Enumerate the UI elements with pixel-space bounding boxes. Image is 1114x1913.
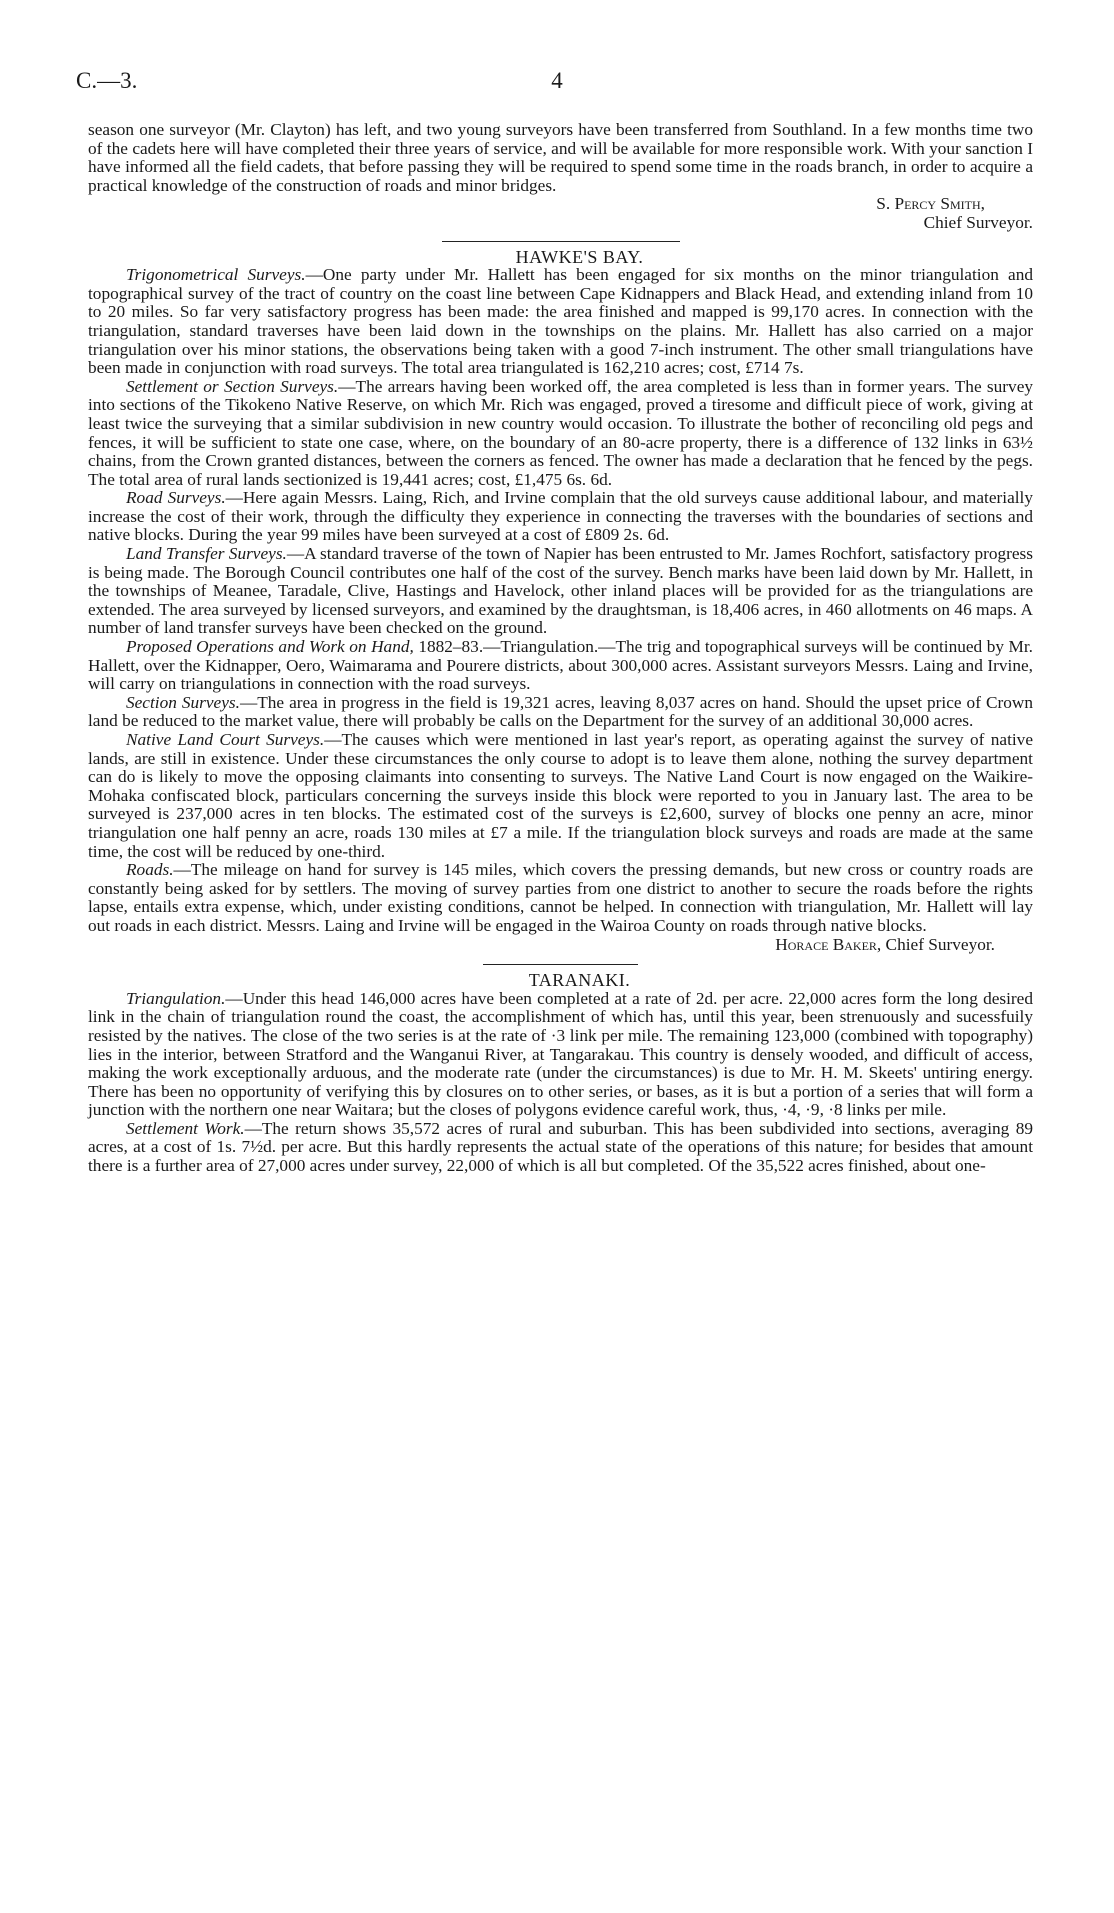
page-number: 4 bbox=[551, 68, 563, 93]
paragraph-lead: Land Transfer Surveys. bbox=[126, 544, 287, 564]
paragraph-land-transfer-surveys bbox=[88, 545, 1033, 638]
paragraph-settlement-surveys bbox=[88, 378, 1033, 490]
section-title-hawkes-bay: HAWKE'S BAY. bbox=[515, 246, 644, 267]
signature-name-text: S. Percy Smith, bbox=[876, 194, 985, 214]
paragraph-trigonometrical-surveys bbox=[88, 266, 1033, 378]
paragraph-lead: Road Surveys. bbox=[126, 488, 226, 508]
paragraph-text: —The arrears having been worked off, the area completed is less than in former years. The survey into sections of the Tikokeno Native Reserve, on which Mr. Rich was engaged, proved a tiresome and difficult piece of work, giving at least twice the surveying that a similar subdivision in new country would occasion. To illustrate the bother of reconciling old pegs and fences, it will be sufficient to state one case, where, on the boundary of an 80-acre property, there is a difference of 132 links in 63½ chains, from the Crown granted distances, between the corners as fenced. The owner has made a declaration that he fenced by the pegs. The total area of rural lands sectionized is 19,441 acres; cost, £1,475 6s. 6d. bbox=[88, 376, 1034, 489]
intro-paragraph: season one surveyor (Mr. Clayton) has left, and two young surveyors have been transferred from Southland. In a few months time two of the cadets here will have completed their three years of service, and will be available for more responsible work. With your sanction I have informed all the field cadets, that before passing they will be required to spend some time in the roads branch, in order to acquire a practical knowledge of the construction of roads and minor bridges. bbox=[88, 120, 1033, 195]
paragraph-lead: Settlement Work. bbox=[126, 1118, 245, 1138]
paragraph-native-land-court bbox=[88, 731, 1033, 861]
paragraph-lead: Section Surveys. bbox=[126, 692, 240, 712]
paragraph-lead: Native Land Court Surveys. bbox=[126, 730, 325, 749]
section-divider bbox=[442, 241, 680, 242]
paragraph-lead: Triangulation. bbox=[126, 988, 226, 1008]
signature-name-text: Horace Baker, bbox=[775, 934, 882, 954]
paragraph-text: —The return shows 35,572 acres of rural and suburban. This has been subdivided into sections, averaging 89 acres, at a cost of 1s. 7½d. per acre. But this hardly represents the actual state of the operations of this nature; for besides that amount there is a further area of 27,000 acres under survey, 22,000 of which is all but completed. Of the 35,522 acres finished, about one- bbox=[88, 1118, 1033, 1176]
paragraph-lead: Roads. bbox=[126, 860, 174, 880]
paragraph-text: —Here again Messrs. Laing, Rich, and Irvine complain that the old surveys cause additional labour, and materially increase the cost of their work, through the difficulty they experience in connecting the traverses with the boundaries of sections and native blocks. During the year 99 miles have been surveyed at a cost of £809 2s. 6d. bbox=[88, 488, 1033, 545]
paragraph-lead: Trigonometrical Surveys. bbox=[126, 265, 306, 285]
paragraph-text: —The mileage on hand for survey is 145 miles, which covers the pressing demands, but new cross or country roads are constantly being asked for by settlers. The moving of survey parties from one district to another to secure the roads before the rights lapse, entails extra expense, which, under existing conditions, cannot be helped. In connection with triangulation, Mr. Hallett will lay out roads in each district. Messrs. Laing and Irvine will be engaged in the Wairoa County on roads through native blocks. bbox=[88, 860, 1033, 935]
paragraph-text: 1882–83.—Triangulation.—The trig and topographical surveys will be continued by Mr. Hallett, over the Kidnapper, Oero, Waimarama and Pourere districts, about 300,000 acres. Assistant surveyors Messrs. Laing and Irvine, will carry on triangulations in connection with the road surveys. bbox=[88, 637, 1033, 694]
paragraph-text: —The area in progress in the field is 19,321 acres, leaving 8,037 acres on hand. Should the upset price of Crown land be reduced to the market value, there will probably be calls on the Department for the survey of an additional 30,000 acres. bbox=[88, 692, 1033, 731]
signature-title: Chief Surveyor. bbox=[923, 212, 1033, 232]
paragraph-text: —One party under Mr. Hallett has been engaged for six months on the minor triangulation and topographical survey of the tract of country on the coast line between Cape Kidnappers and Black Head, and extending inland from 10 to 20 miles. So far very satisfactory progress has been made: the area finished and mapped is 99,170 acres. In connection with the triangulation, standard traverses have been laid down in the townships on the plains. Mr. Hallett has also carried on a major triangulation over his minor stations, the observations being taken with a good 7-inch instrument. The other small triangulations have been made in conjunction with road surveys. The total area triangulated is 162,210 acres; cost, £714 7s. bbox=[88, 265, 1033, 378]
document-reference: C.—3. bbox=[76, 68, 138, 93]
paragraph-text: —The causes which were mentioned in last year's report, as operating against the survey of native lands, are still in existence. Under these circumstances the only course to adopt is to leave them alone, nothing the survey department can do is likely to move the opposing claimants into consenting to surveys. The Native Land Court is now engaged on the Waikire-Mohaka confiscated block, particulars concerning the surveys inside this block were reported to you in January last. The area to be surveyed is 237,000 acres in ten blocks. The estimated cost of the surveys is £2,600, survey of blocks one penny an acre, minor triangulation one half penny an acre, roads 130 miles at £7 a mile. If the triangulation block surveys and roads are made at the same time, the cost will be reduced by one-third. bbox=[88, 730, 1033, 861]
paragraph-text: —Under this head 146,000 acres have been completed at a rate of 2d. per acre. 22,000 acres form the long desired link in the chain of triangulation round the coast, the accomplishment of which has, until this year, been strenuously and sucessfuily resisted by the natives. The close of the two series is at the rate of ·3 link per mile. The remaining 123,000 (combined with topography) lies in the interior, between Stratford and the Wanganui River, at Tangarakau. This country is densely wooded, and difficult of access, making the work exceptionally arduous, and the moderate rate (under the circumstances) is due to Mr. H. M. Skeets' untiring energy. There has been no opportunity of verifying this by closures on to other series, or bases, as it is but a portion of a series that will form a junction with the northern one near Waitara; but the closes of polygons evidence careful work, thus, ·4, ·9, ·8 links per mile. bbox=[88, 988, 1033, 1120]
paragraph-lead: Proposed Operations and Work on Hand, bbox=[126, 637, 414, 657]
page-body bbox=[88, 121, 1033, 1176]
paragraph-road-surveys bbox=[88, 489, 1033, 545]
section-divider bbox=[483, 964, 638, 965]
paragraph-proposed-operations bbox=[88, 638, 1033, 694]
paragraph-triangulation bbox=[88, 990, 1033, 1120]
paragraph-roads bbox=[88, 861, 1033, 935]
section-title-taranaki: TARANAKI. bbox=[528, 970, 631, 991]
paragraph-text: —A standard traverse of the town of Napier has been entrusted to Mr. James Rochfort, satisfactory progress is being made. The Borough Council contributes one half of the cost of the survey. Bench marks have been laid down by Mr. Hallett, in the townships of Meanee, Taradale, Clive, Hastings and Havelock, other inland places will be provided for as the triangulations are extended. The area surveyed by licensed surveyors, and examined by the draughtsman, is 18,406 acres, in 460 allotments on 46 maps. A number of land transfer surveys have been checked on the ground. bbox=[88, 544, 1033, 638]
signature-name bbox=[88, 195, 1033, 214]
paragraph-lead: Settlement or Section Surveys. bbox=[126, 376, 339, 396]
paragraph-section-surveys bbox=[88, 694, 1033, 731]
paragraph-settlement-work bbox=[88, 1120, 1033, 1176]
signature-title-text: Chief Surveyor. bbox=[881, 934, 995, 954]
signature-hawkes-bay bbox=[88, 936, 1033, 955]
